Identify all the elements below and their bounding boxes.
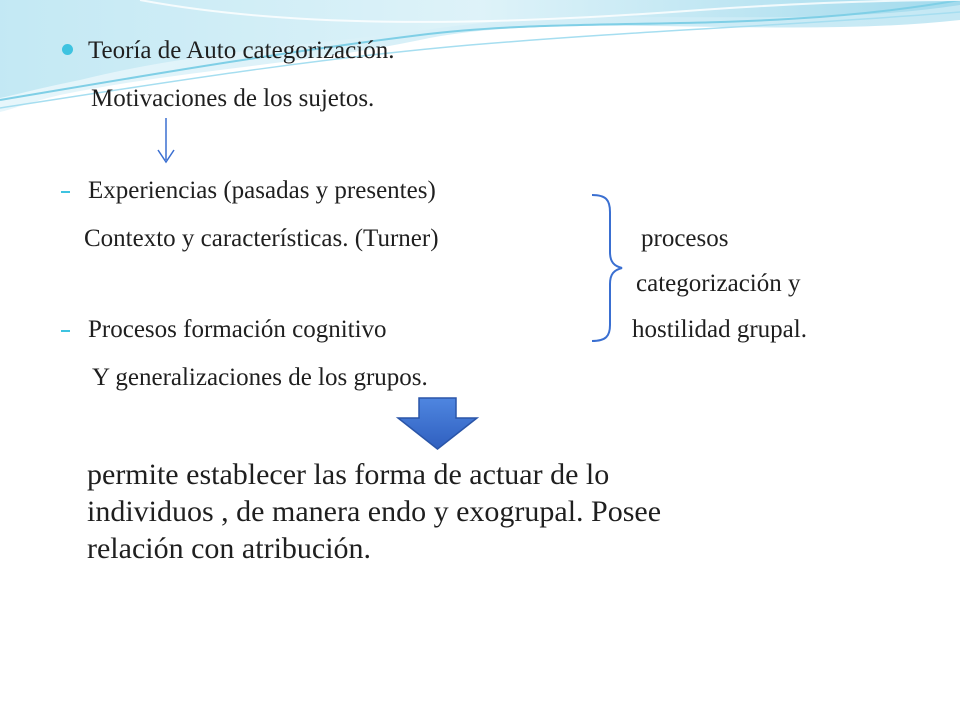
side-note-line-1: procesos xyxy=(641,225,729,252)
bullet-heading: Teoría de Auto categorización. xyxy=(88,37,395,64)
motivations-line: Motivaciones de los sujetos. xyxy=(91,85,375,112)
context-line: Contexto y características. (Turner) xyxy=(84,225,439,252)
dash-item-experiences: Experiencias (pasadas y presentes) xyxy=(88,177,436,204)
conclusion-paragraph xyxy=(87,456,887,567)
side-note-line-3: hostilidad grupal. xyxy=(632,316,807,343)
conclusion-line-1: permite establecer las forma de actuar de lo xyxy=(87,458,610,491)
down-block-arrow-icon xyxy=(398,398,477,449)
generalizations-line: Y generalizaciones de los grupos. xyxy=(92,364,428,391)
right-brace-icon xyxy=(592,195,622,341)
dash-item-processes: Procesos formación cognitivo xyxy=(88,316,387,343)
down-thin-arrow-icon xyxy=(158,118,174,162)
side-note-line-2: categorización y xyxy=(636,270,801,297)
conclusion-line-2: individuos , de manera endo y exogrupal. Posee xyxy=(87,495,662,528)
conclusion-line-3: relación con atribución. xyxy=(87,532,372,565)
